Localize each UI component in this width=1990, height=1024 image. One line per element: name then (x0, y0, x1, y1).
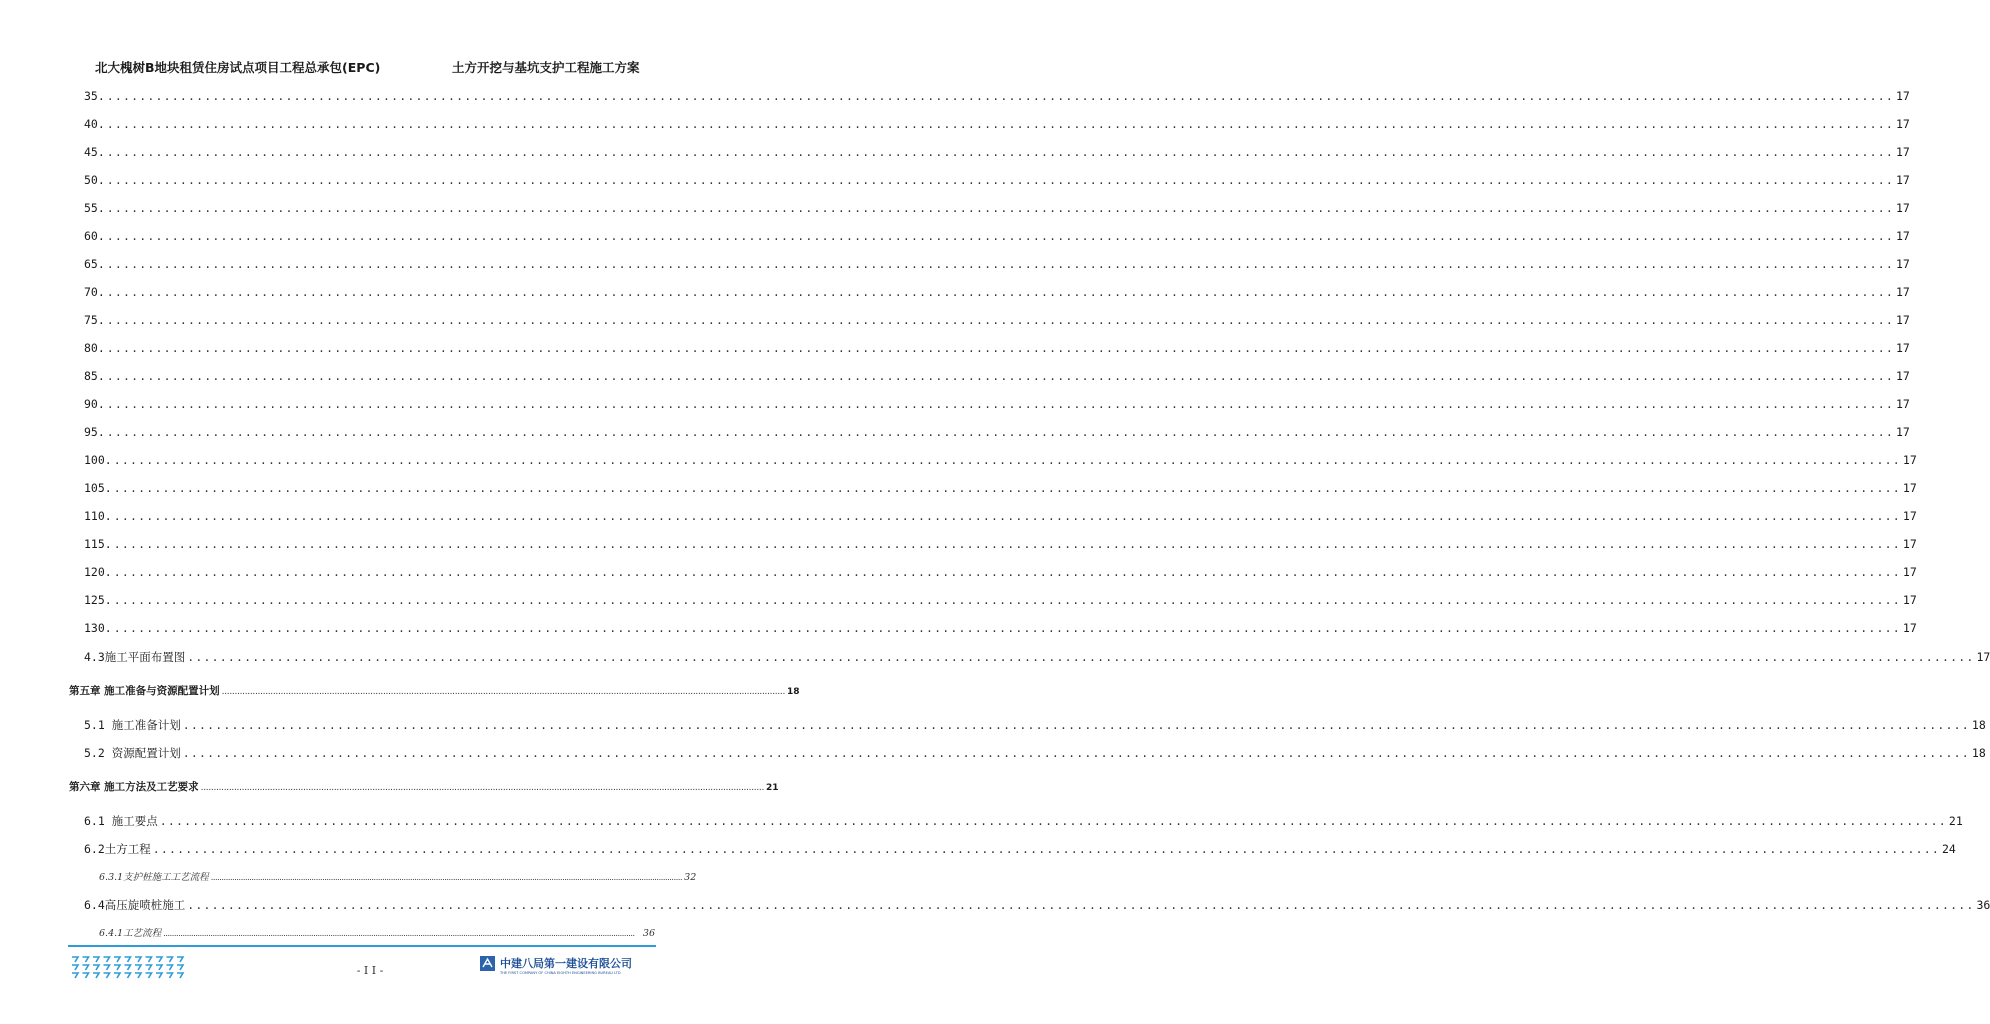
toc-entry[interactable] (84, 897, 1990, 913)
toc-leader-dots: ............................................................................................................................................................................................................................ (106, 341, 1894, 355)
toc-entry[interactable] (84, 593, 1917, 607)
toc-entry[interactable] (99, 925, 655, 939)
toc-entry-title: 6.2土方工程 (84, 842, 151, 856)
toc-entry-page: 18 (787, 687, 800, 697)
toc-entry-title: 70. (84, 285, 105, 299)
toc-entry-title: 6.4高压旋喷桩施工 (84, 898, 186, 912)
toc-entry-title: 105. (84, 481, 112, 495)
toc-entry-page: 36 (1976, 898, 1990, 912)
toc-entry-page: 18 (1971, 718, 1986, 732)
footer-pattern-icon (70, 954, 188, 980)
toc-entry-page: 17 (1895, 313, 1910, 327)
toc-leader-dots: ............................................................................................................................................................................................................................ (159, 814, 1947, 828)
toc-entry[interactable] (84, 117, 1910, 131)
toc-entry-title: 65. (84, 257, 105, 271)
toc-leader-dots: ............................................................................................................................................................................................................................ (113, 593, 1901, 607)
toc-entry[interactable] (84, 397, 1910, 411)
toc-entry-title: 115. (84, 537, 112, 551)
toc-entry[interactable] (84, 201, 1910, 215)
toc-entry[interactable] (84, 257, 1910, 271)
toc-entry-title: 5.2 资源配置计划 (84, 746, 181, 760)
toc-leader-dots: ............................................................................................................................................................................................................................ (182, 718, 1970, 732)
toc-leader-dots: ............................................................................................................................................................................................................................ (113, 621, 1901, 635)
toc-leader-dots: ............................................................................................................................................................................................................................ (106, 117, 1894, 131)
toc-chapter-entry[interactable] (69, 779, 779, 794)
toc-leader-dots: ............................................................................................................................................................................................................................ (187, 898, 1975, 912)
toc-entry-title: 75. (84, 313, 105, 327)
toc-leader-dots: ............................................................................................................................................................................................................................ (106, 313, 1894, 327)
toc-leader-dots: ............................................................................................................................................................................................................................ (113, 481, 1901, 495)
toc-entry[interactable] (99, 869, 697, 883)
toc-entry-title: 100. (84, 453, 112, 467)
toc-entry-page: 17 (1895, 89, 1910, 103)
toc-leader-dots: ............................................................................................................................................................................................................................ (106, 285, 1894, 299)
toc-entry[interactable] (84, 745, 1986, 761)
toc-entry-title: 95. (84, 425, 105, 439)
toc-entry-page: 18 (1971, 746, 1986, 760)
toc-entry[interactable] (84, 173, 1910, 187)
toc-entry[interactable] (84, 565, 1917, 579)
toc-leader-dots: ............................................................................................................................................................................................................................ (113, 537, 1901, 551)
toc-entry[interactable] (84, 453, 1917, 467)
toc-entry[interactable] (84, 425, 1910, 439)
toc-entry[interactable] (84, 229, 1910, 243)
toc-entry[interactable] (84, 285, 1910, 299)
toc-entry-page: 17 (1902, 537, 1917, 551)
toc-leader-dots: ............................................................................................................................................................................................................................ (106, 425, 1894, 439)
toc-entry-title: 6.1 施工要点 (84, 814, 158, 828)
toc-entry[interactable] (84, 621, 1917, 635)
toc-leader-dots: ............................................................................................................................................................................................................................ (182, 746, 1970, 760)
toc-leader-dots: ............................................................................................................................................................................................................................ (113, 565, 1901, 579)
toc-entry-title: 110. (84, 509, 112, 523)
toc-entry[interactable] (84, 509, 1917, 523)
toc-entry[interactable] (84, 717, 1986, 733)
toc-leader-dots: ............................................................................................................................................................................................................................ (106, 257, 1894, 271)
toc-leader-dots: ............................................................................................................................................................................................................................ (113, 453, 1901, 467)
toc-entry-page: 17 (1895, 201, 1910, 215)
toc-leader-dots: ............................................................................................................................................................................................................................ (221, 687, 786, 697)
toc-entry-title: 第五章 施工准备与资源配置计划 (69, 685, 220, 697)
toc-entry-page: 17 (1902, 453, 1917, 467)
toc-entry[interactable] (84, 145, 1910, 159)
toc-entry-title: 130. (84, 621, 112, 635)
toc-entry-page: 17 (1902, 593, 1917, 607)
project-title: 北大槐树B地块租赁住房试点项目工程总承包(EPC) (95, 60, 381, 75)
document-title: 土方开挖与基坑支护工程施工方案 (452, 60, 640, 75)
toc-leader-dots: ............................................................................................................................................................................................................................ (106, 369, 1894, 383)
toc-entry-title: 120. (84, 565, 112, 579)
toc-entry[interactable] (84, 89, 1910, 103)
toc-entry-page: 17 (1895, 285, 1910, 299)
toc-entry[interactable] (84, 841, 1956, 857)
toc-entry-page: 21 (766, 783, 779, 793)
toc-entry-title: 125. (84, 593, 112, 607)
toc-leader-dots: ............................................................................................................................................................................................................................ (106, 201, 1894, 215)
toc-entry-page: 17 (1895, 397, 1910, 411)
toc-leader-dots: ............................................................................................................................................................................................................................ (106, 173, 1894, 187)
toc-entry-page: 17 (1976, 650, 1990, 664)
toc-leader-dots: ............................................................................................................................................................................................................................ (163, 929, 635, 938)
toc-entry-page: 17 (1895, 341, 1910, 355)
toc-entry-page: 17 (1895, 257, 1910, 271)
toc-leader-dots: ............................................................................................................................................................................................................................ (152, 842, 1940, 856)
toc-entry-title: 45. (84, 145, 105, 159)
toc-leader-dots: ............................................................................................................................................................................................................................ (187, 650, 1975, 664)
toc-entry-page: 17 (1902, 621, 1917, 635)
toc-leader-dots: ............................................................................................................................................................................................................................ (200, 783, 765, 793)
toc-entry-title: 6.4.1工艺流程 (99, 928, 162, 939)
toc-entry-page: 17 (1902, 481, 1917, 495)
toc-entry-title: 4.3施工平面布置图 (84, 650, 186, 664)
toc-leader-dots: ............................................................................................................................................................................................................................ (106, 229, 1894, 243)
toc-entry-title: 40. (84, 117, 105, 131)
company-name-en: THE FIRST COMPANY OF CHINA EIGHTH ENGINEERING BUREAU LTD (500, 971, 621, 975)
toc-entry-page: 17 (1895, 173, 1910, 187)
toc-entry-page: 21 (1948, 814, 1963, 828)
toc-entry-page: 17 (1895, 425, 1910, 439)
toc-entry-title: 35. (84, 89, 105, 103)
toc-leader-dots: ............................................................................................................................................................................................................................ (113, 509, 1901, 523)
page-number: - I I - (356, 964, 384, 977)
toc-leader-dots: ............................................................................................................................................................................................................................ (106, 89, 1894, 103)
toc-entry-page: 17 (1895, 145, 1910, 159)
toc-entry[interactable] (84, 369, 1910, 383)
toc-entry-page: 17 (1902, 509, 1917, 523)
toc-entry-page: 17 (1895, 229, 1910, 243)
toc-entry-title: 90. (84, 397, 105, 411)
toc-leader-dots: ............................................................................................................................................................................................................................ (210, 873, 683, 882)
company-name-cn: 中建八局第一建设有限公司 (500, 957, 632, 970)
toc-entry[interactable] (84, 649, 1990, 665)
toc-entry-page: 24 (1941, 842, 1956, 856)
toc-entry-page: 32 (684, 872, 697, 883)
toc-chapter-entry[interactable] (69, 683, 800, 698)
toc-entry-title: 第六章 施工方法及工艺要求 (69, 781, 199, 793)
toc-entry-title: 5.1 施工准备计划 (84, 718, 181, 732)
toc-entry[interactable] (84, 341, 1910, 355)
toc-entry-page: 36 (642, 928, 655, 939)
company-logo-icon (480, 956, 495, 971)
toc-entry-page: 17 (1902, 565, 1917, 579)
toc-entry[interactable] (84, 313, 1910, 327)
toc-entry-page: 17 (1895, 369, 1910, 383)
toc-entry[interactable] (84, 537, 1917, 551)
toc-entry[interactable] (84, 813, 1963, 829)
toc-entry[interactable] (84, 481, 1917, 495)
toc-entry-title: 50. (84, 173, 105, 187)
toc-entry-title: 80. (84, 341, 105, 355)
toc-leader-dots: ............................................................................................................................................................................................................................ (106, 145, 1894, 159)
toc-entry-title: 55. (84, 201, 105, 215)
toc-entry-title: 85. (84, 369, 105, 383)
toc-entry-title: 60. (84, 229, 105, 243)
toc-entry-page: 17 (1895, 117, 1910, 131)
footer-divider (68, 945, 656, 947)
toc-leader-dots: ............................................................................................................................................................................................................................ (106, 397, 1894, 411)
toc-entry-title: 6.3.1支护桩施工工艺流程 (99, 872, 209, 883)
